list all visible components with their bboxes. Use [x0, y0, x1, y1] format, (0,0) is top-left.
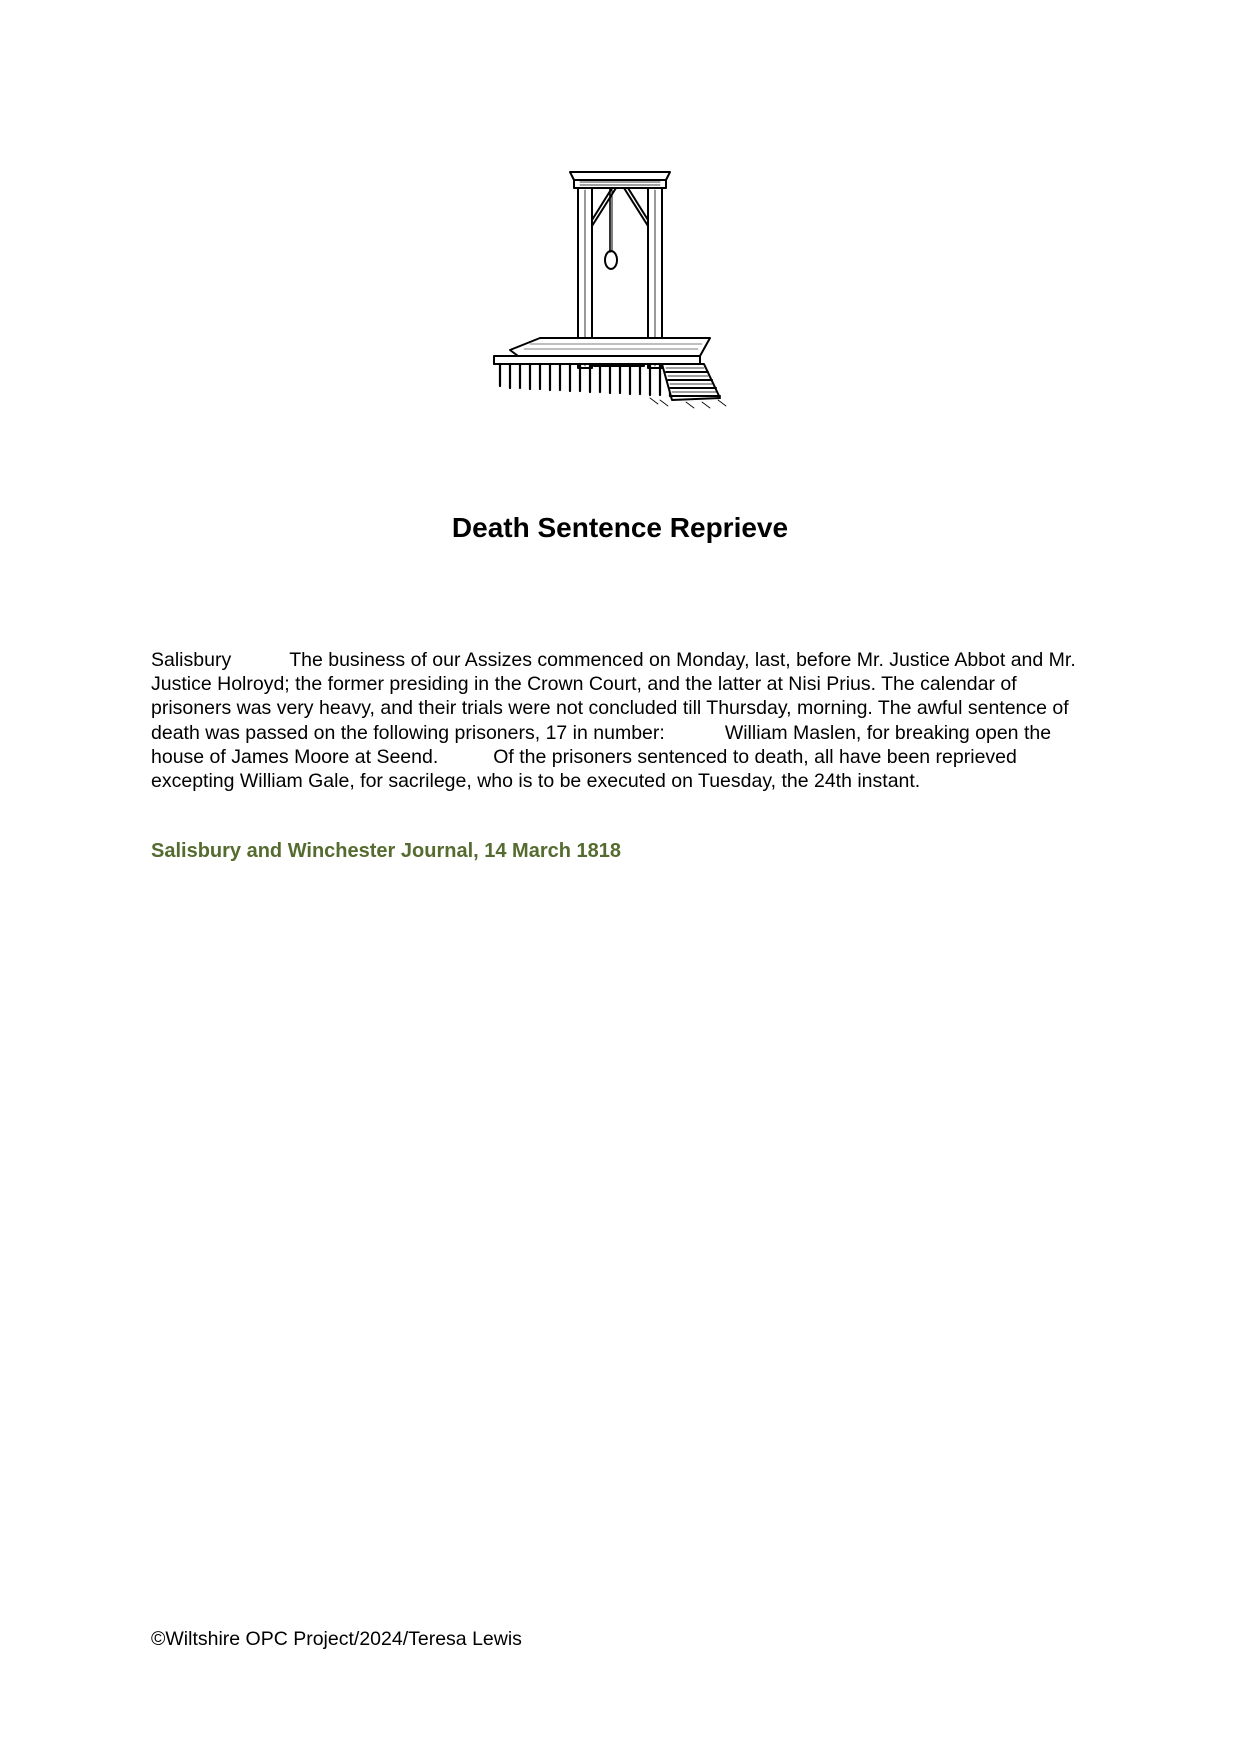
article-text-part-3: Of the prisoners sentenced to death, all have been reprieved excepting William Gale, for sacrilege, who is to be executed on Tuesday, the 24th instant. — [151, 745, 1017, 793]
footer-copyright: ©Wiltshire OPC Project/2024/Teresa Lewis — [151, 1628, 522, 1650]
article-paragraph — [151, 648, 1091, 793]
article-text-part-2: William Maslen, for breaking open the house of James Moore at Seend. — [151, 721, 1052, 768]
source-citation: Salisbury and Winchester Journal, 14 March 1818 — [151, 840, 621, 862]
page-title: Death Sentence Reprieve — [451, 512, 789, 543]
article-place: Salisbury — [151, 649, 232, 671]
article-text-part-1: The business of our Assizes commenced on Monday, last, before Mr. Justice Abbot and Mr. Justice Holroyd; the former presiding in the Crown Court, and the latter at Nisi Prius. The calendar of prisoners was very heavy, and their trials were not concluded till Thursday, morning. The awful sentence of death was passed on the following prisoners, 17 in number: — [151, 649, 1076, 744]
gallows-illustration-icon — [490, 170, 750, 420]
